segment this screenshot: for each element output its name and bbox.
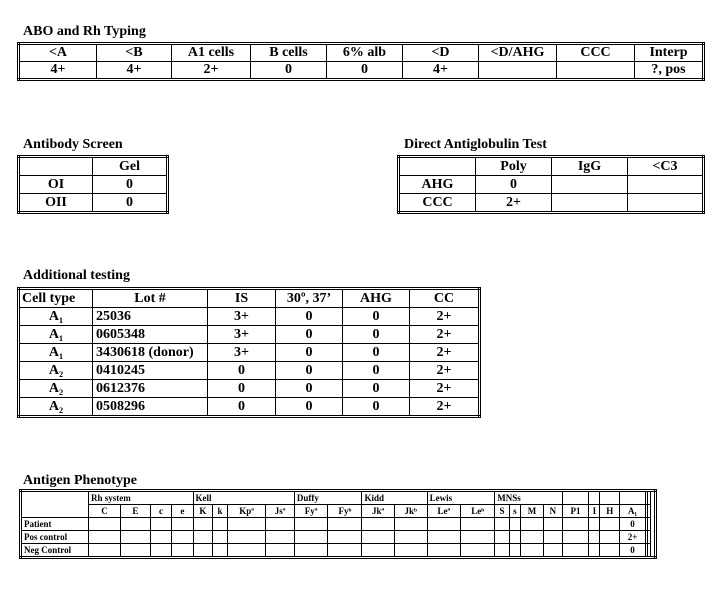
- screen-cell-value: 0: [93, 194, 168, 213]
- cell-type: A₂: [19, 398, 93, 417]
- is-result: 0: [208, 380, 276, 398]
- table-row: [19, 44, 704, 62]
- table-row: [21, 518, 656, 531]
- table-row: [21, 531, 656, 544]
- empty-cell: [620, 491, 646, 505]
- abo-header: <D: [403, 44, 479, 62]
- antigen-header: Kpª: [227, 505, 265, 518]
- screen-header: Gel: [93, 157, 168, 176]
- lot-number: 25036: [93, 308, 208, 326]
- temp-result: 0: [276, 326, 343, 344]
- table-row: [19, 344, 480, 362]
- cell-type: A₁: [19, 344, 93, 362]
- a1-result: 0: [620, 544, 646, 558]
- antigen-header: N: [544, 505, 562, 518]
- dat-row-label: AHG: [399, 176, 476, 194]
- ahg-result: 0: [343, 308, 410, 326]
- dat-header: Poly: [476, 157, 552, 176]
- table-row: [19, 362, 480, 380]
- abo-header: B cells: [251, 44, 327, 62]
- screen-cell-label: OII: [19, 194, 93, 213]
- antigen-header: H: [600, 505, 620, 518]
- temp-result: 0: [276, 344, 343, 362]
- additional-header: Lot #: [93, 289, 208, 308]
- temp-result: 0: [276, 380, 343, 398]
- table-row: [21, 544, 656, 558]
- abo-title: ABO and Rh Typing: [23, 24, 146, 39]
- ahg-result: 0: [343, 344, 410, 362]
- abo-value: 0: [327, 62, 403, 80]
- table-row: [19, 157, 168, 176]
- abo-header: 6% alb: [327, 44, 403, 62]
- screen-title: Antibody Screen: [23, 137, 123, 152]
- antigen-header: s: [509, 505, 520, 518]
- cc-result: 2+: [410, 326, 480, 344]
- antigen-header: Fyª: [294, 505, 328, 518]
- abo-value: 0: [251, 62, 327, 80]
- cc-result: 2+: [410, 380, 480, 398]
- additional-testing-table: [17, 287, 481, 418]
- group-lewis: Lewis: [427, 491, 495, 505]
- dat-header: IgG: [552, 157, 628, 176]
- cell-type: A₁: [19, 326, 93, 344]
- lot-number: 0508296: [93, 398, 208, 417]
- abo-header: A1 cells: [172, 44, 251, 62]
- group-kidd: Kidd: [362, 491, 427, 505]
- antigen-header: Leª: [427, 505, 461, 518]
- phenotype-row-label: Neg Control: [21, 544, 89, 558]
- additional-header: CC: [410, 289, 480, 308]
- group-rh: Rh system: [89, 491, 194, 505]
- lot-number: 0605348: [93, 326, 208, 344]
- ahg-result: 0: [343, 326, 410, 344]
- a1-result: 0: [620, 518, 646, 531]
- abo-header: Interp: [635, 44, 704, 62]
- dat-cell: [628, 194, 704, 213]
- cc-result: 2+: [410, 308, 480, 326]
- is-result: 0: [208, 398, 276, 417]
- abo-value: 4+: [403, 62, 479, 80]
- is-result: 0: [208, 362, 276, 380]
- lot-number: 0410245: [93, 362, 208, 380]
- dat-header: <C3: [628, 157, 704, 176]
- antigen-header: I: [589, 505, 600, 518]
- empty-cell: [589, 491, 600, 505]
- dat-cell: [628, 176, 704, 194]
- dat-row-label: CCC: [399, 194, 476, 213]
- empty-cell: [650, 491, 655, 505]
- empty-cell: [600, 491, 620, 505]
- is-result: 3+: [208, 344, 276, 362]
- temp-result: 0: [276, 362, 343, 380]
- antigen-header: c: [150, 505, 171, 518]
- abo-value: [557, 62, 635, 80]
- antigen-header: S: [495, 505, 510, 518]
- empty-cell: [562, 491, 589, 505]
- table-row: [19, 326, 480, 344]
- antigen-header: M: [520, 505, 543, 518]
- dat-cell: [552, 194, 628, 213]
- table-row: [19, 308, 480, 326]
- ahg-result: 0: [343, 380, 410, 398]
- antigen-header: K: [193, 505, 213, 518]
- antigen-header: Leᵇ: [461, 505, 495, 518]
- antigen-phenotype-table: [19, 489, 657, 559]
- dat-title: Direct Antiglobulin Test: [404, 137, 547, 152]
- additional-title: Additional testing: [23, 268, 130, 283]
- dat-cell: [552, 176, 628, 194]
- lot-number: 3430618 (donor): [93, 344, 208, 362]
- table-row: [399, 194, 704, 213]
- antigen-header: A₁: [620, 505, 646, 518]
- antigen-header: e: [172, 505, 193, 518]
- phenotype-row-label: Pos control: [21, 531, 89, 544]
- cc-result: 2+: [410, 362, 480, 380]
- dat-cell: 2+: [476, 194, 552, 213]
- table-row: [399, 176, 704, 194]
- antigen-header: E: [120, 505, 150, 518]
- empty-cell: [21, 505, 89, 518]
- table-row: [19, 176, 168, 194]
- screen-cell-label: OI: [19, 176, 93, 194]
- abo-value: 4+: [97, 62, 172, 80]
- table-row: [19, 398, 480, 417]
- temp-result: 0: [276, 308, 343, 326]
- additional-header: 30º, 37’: [276, 289, 343, 308]
- antigen-header: Jkª: [362, 505, 394, 518]
- abo-value: ?, pos: [635, 62, 704, 80]
- table-row: [21, 505, 656, 518]
- group-duffy: Duffy: [294, 491, 362, 505]
- is-result: 3+: [208, 326, 276, 344]
- antigen-header: C: [89, 505, 121, 518]
- abo-value: [479, 62, 557, 80]
- empty-cell: [21, 491, 89, 505]
- phenotype-title: Antigen Phenotype: [23, 473, 137, 488]
- dat-table: [397, 155, 705, 214]
- antigen-header: Jkᵇ: [394, 505, 427, 518]
- table-row: [19, 289, 480, 308]
- antigen-header: P1: [562, 505, 589, 518]
- ahg-result: 0: [343, 362, 410, 380]
- antigen-header: Jsª: [266, 505, 295, 518]
- lot-number: 0612376: [93, 380, 208, 398]
- dat-cell: 0: [476, 176, 552, 194]
- temp-result: 0: [276, 398, 343, 417]
- table-row: [399, 157, 704, 176]
- cell-type: A₁: [19, 308, 93, 326]
- cc-result: 2+: [410, 398, 480, 417]
- additional-header: AHG: [343, 289, 410, 308]
- phenotype-row-label: Patient: [21, 518, 89, 531]
- table-row: [19, 380, 480, 398]
- screen-cell-value: 0: [93, 176, 168, 194]
- group-kell: Kell: [193, 491, 294, 505]
- abo-header: CCC: [557, 44, 635, 62]
- additional-header: IS: [208, 289, 276, 308]
- empty-cell: [399, 157, 476, 176]
- table-row: [19, 194, 168, 213]
- ahg-result: 0: [343, 398, 410, 417]
- abo-value: 2+: [172, 62, 251, 80]
- cell-type: A₂: [19, 362, 93, 380]
- abo-value: 4+: [19, 62, 97, 80]
- cell-type: A₂: [19, 380, 93, 398]
- antigen-header: Fyᵇ: [328, 505, 362, 518]
- abo-header: <D/AHG: [479, 44, 557, 62]
- empty-cell: [19, 157, 93, 176]
- abo-header: <A: [19, 44, 97, 62]
- antibody-screen-table: [17, 155, 169, 214]
- cc-result: 2+: [410, 344, 480, 362]
- empty-cell: [648, 505, 650, 518]
- table-row: [21, 491, 656, 505]
- a1-result: 2+: [620, 531, 646, 544]
- antigen-header: k: [213, 505, 228, 518]
- group-mnss: MNSs: [495, 491, 562, 505]
- is-result: 3+: [208, 308, 276, 326]
- table-row: [19, 62, 704, 80]
- abo-table: [17, 42, 705, 81]
- additional-header: Cell type: [19, 289, 93, 308]
- abo-header: <B: [97, 44, 172, 62]
